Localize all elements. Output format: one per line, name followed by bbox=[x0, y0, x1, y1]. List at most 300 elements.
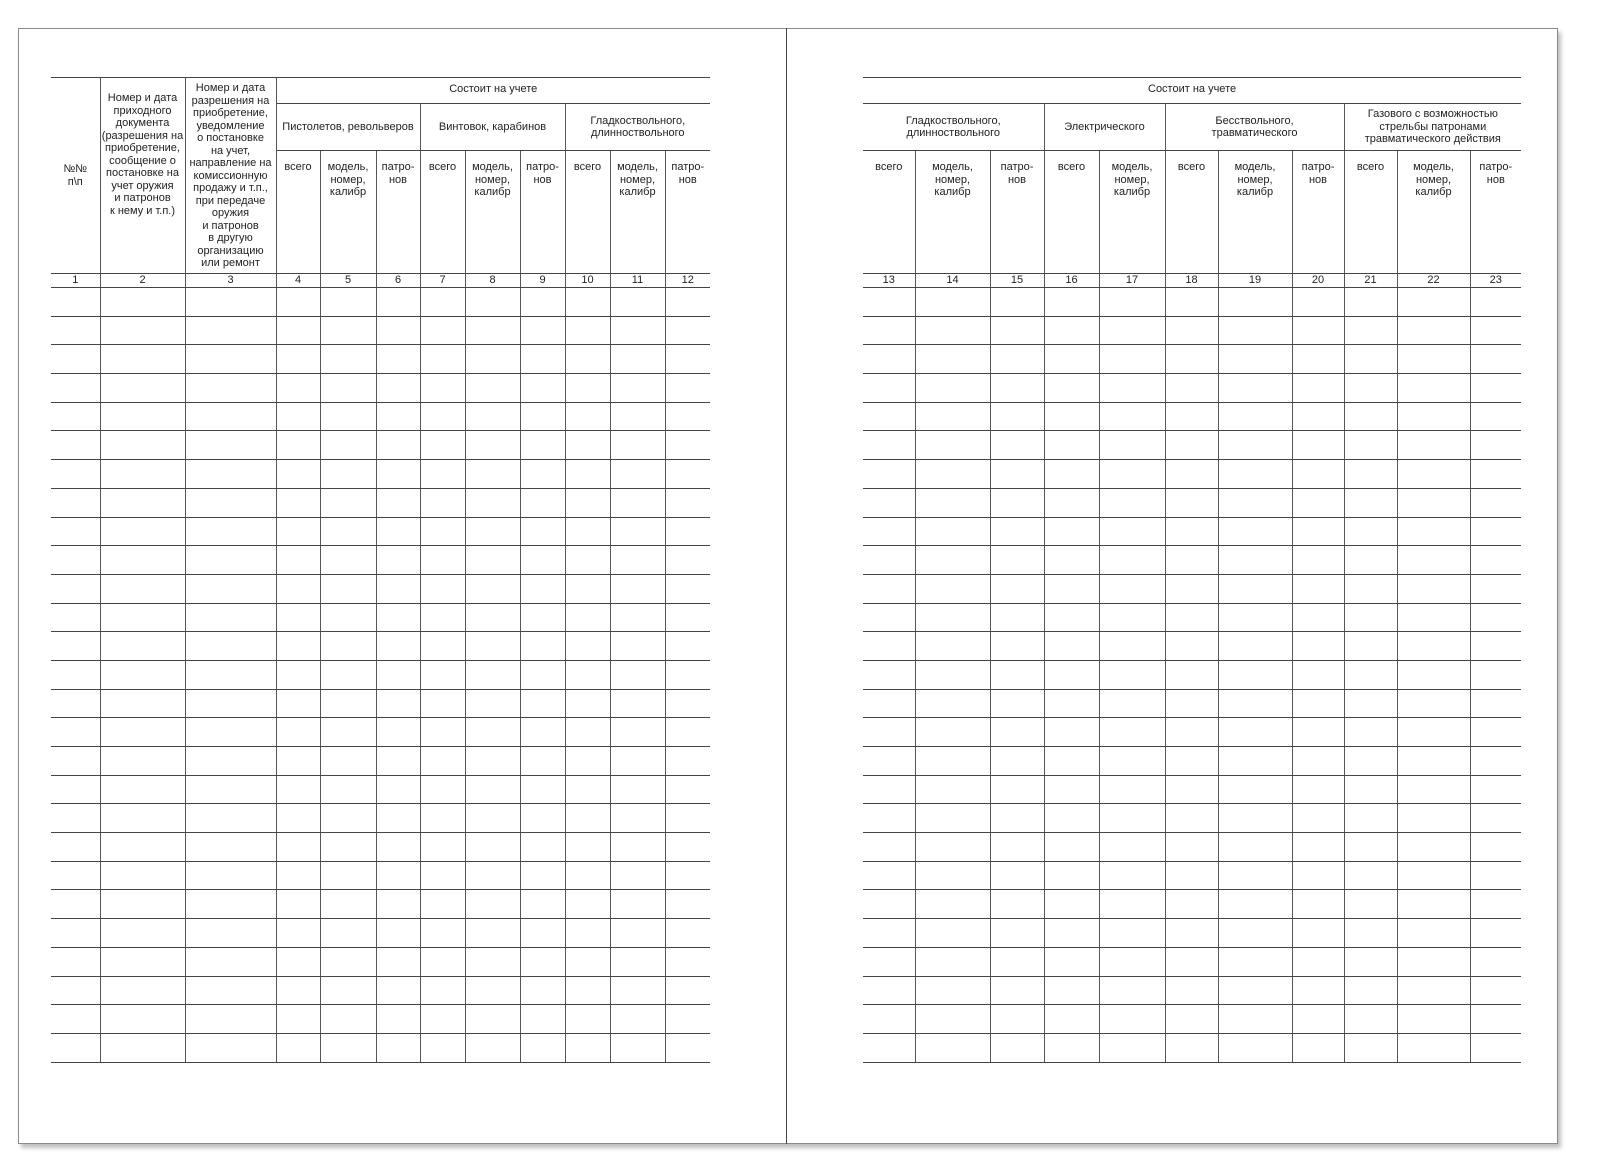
blank-entry-row bbox=[863, 632, 1521, 661]
blank-entry-cell bbox=[1165, 632, 1218, 661]
blank-entry-cell bbox=[863, 316, 915, 345]
blank-entry-cell bbox=[100, 288, 185, 317]
blank-entry-cell bbox=[565, 460, 610, 489]
blank-entry-cell bbox=[100, 1005, 185, 1034]
blank-entry-cell bbox=[276, 632, 320, 661]
blank-entry-cell bbox=[51, 976, 100, 1005]
blank-entry-cell bbox=[420, 517, 465, 546]
blank-entry-cell bbox=[185, 861, 276, 890]
blank-entry-cell bbox=[1165, 488, 1218, 517]
sub-header-cartridges: патро- нов bbox=[1292, 151, 1344, 274]
blank-entry-cell bbox=[610, 718, 665, 747]
blank-entry-cell bbox=[1099, 976, 1165, 1005]
blank-entry-cell bbox=[465, 603, 520, 632]
blank-entry-cell bbox=[1470, 316, 1521, 345]
sub-header-model: модель, номер, калибр bbox=[1218, 151, 1292, 274]
blank-entry-cell bbox=[610, 1005, 665, 1034]
blank-entry-cell bbox=[520, 947, 565, 976]
blank-entry-cell bbox=[185, 488, 276, 517]
blank-entry-cell bbox=[51, 833, 100, 862]
blank-entry-cell bbox=[465, 574, 520, 603]
blank-entry-cell bbox=[520, 574, 565, 603]
blank-entry-cell bbox=[520, 689, 565, 718]
blank-entry-cell bbox=[665, 1005, 710, 1034]
column-number: 6 bbox=[376, 274, 420, 288]
column-number: 19 bbox=[1218, 274, 1292, 288]
blank-entry-cell bbox=[320, 947, 376, 976]
column-number: 3 bbox=[185, 274, 276, 288]
blank-entry-cell bbox=[320, 460, 376, 489]
blank-entry-cell bbox=[610, 488, 665, 517]
sub-header-model: модель, номер, калибр bbox=[610, 151, 665, 274]
blank-entry-row bbox=[51, 660, 710, 689]
blank-entry-cell bbox=[863, 345, 915, 374]
blank-entry-row bbox=[863, 316, 1521, 345]
blank-entry-cell bbox=[1397, 546, 1470, 575]
column-number: 20 bbox=[1292, 274, 1344, 288]
blank-entry-cell bbox=[51, 660, 100, 689]
blank-entry-cell bbox=[1470, 1005, 1521, 1034]
blank-entry-cell bbox=[465, 1005, 520, 1034]
blank-entry-cell bbox=[665, 488, 710, 517]
blank-entry-cell bbox=[100, 804, 185, 833]
blank-entry-cell bbox=[1470, 660, 1521, 689]
blank-entry-cell bbox=[915, 1033, 990, 1062]
blank-entry-cell bbox=[100, 947, 185, 976]
blank-entry-row bbox=[863, 804, 1521, 833]
blank-entry-cell bbox=[420, 919, 465, 948]
group-header-barrelless: Бесствольного, травматического bbox=[1165, 104, 1344, 151]
blank-entry-cell bbox=[276, 431, 320, 460]
blank-entry-cell bbox=[990, 603, 1044, 632]
blank-entry-cell bbox=[320, 431, 376, 460]
blank-entry-cell bbox=[51, 316, 100, 345]
blank-entry-cell bbox=[276, 345, 320, 374]
blank-entry-cell bbox=[1344, 603, 1397, 632]
blank-entry-cell bbox=[1218, 804, 1292, 833]
blank-entry-cell bbox=[100, 374, 185, 403]
blank-entry-cell bbox=[610, 316, 665, 345]
blank-entry-row bbox=[863, 517, 1521, 546]
blank-entry-cell bbox=[915, 345, 990, 374]
blank-entry-cell bbox=[1165, 574, 1218, 603]
blank-entry-cell bbox=[185, 660, 276, 689]
left-page-blank-rows bbox=[51, 288, 710, 1063]
blank-entry-cell bbox=[915, 747, 990, 776]
blank-entry-cell bbox=[1292, 546, 1344, 575]
sub-header-total: всего bbox=[565, 151, 610, 274]
blank-entry-cell bbox=[665, 861, 710, 890]
blank-entry-cell bbox=[863, 747, 915, 776]
blank-entry-cell bbox=[185, 402, 276, 431]
blank-entry-cell bbox=[1099, 632, 1165, 661]
blank-entry-cell bbox=[376, 345, 420, 374]
sub-header-model: модель, номер, калибр bbox=[465, 151, 520, 274]
blank-entry-cell bbox=[1470, 517, 1521, 546]
blank-entry-cell bbox=[990, 374, 1044, 403]
blank-entry-cell bbox=[276, 603, 320, 632]
blank-entry-cell bbox=[863, 1005, 915, 1034]
blank-entry-cell bbox=[1099, 402, 1165, 431]
blank-entry-cell bbox=[1292, 976, 1344, 1005]
blank-entry-cell bbox=[565, 804, 610, 833]
blank-entry-cell bbox=[185, 689, 276, 718]
blank-entry-row bbox=[863, 574, 1521, 603]
blank-entry-cell bbox=[100, 632, 185, 661]
blank-entry-cell bbox=[665, 947, 710, 976]
blank-entry-cell bbox=[665, 345, 710, 374]
blank-entry-cell bbox=[1218, 632, 1292, 661]
blank-entry-cell bbox=[276, 775, 320, 804]
blank-entry-row bbox=[863, 747, 1521, 776]
blank-entry-cell bbox=[320, 861, 376, 890]
blank-entry-cell bbox=[665, 632, 710, 661]
blank-entry-cell bbox=[1397, 890, 1470, 919]
blank-entry-cell bbox=[1165, 775, 1218, 804]
blank-entry-cell bbox=[863, 374, 915, 403]
blank-entry-cell bbox=[1397, 603, 1470, 632]
column-number: 4 bbox=[276, 274, 320, 288]
blank-entry-cell bbox=[1044, 1033, 1099, 1062]
sub-header-total: всего bbox=[420, 151, 465, 274]
blank-entry-cell bbox=[520, 517, 565, 546]
blank-entry-cell bbox=[100, 603, 185, 632]
blank-entry-cell bbox=[1218, 460, 1292, 489]
blank-entry-row bbox=[863, 1005, 1521, 1034]
blank-entry-cell bbox=[520, 775, 565, 804]
blank-entry-cell bbox=[1099, 574, 1165, 603]
blank-entry-cell bbox=[665, 316, 710, 345]
blank-entry-cell bbox=[915, 431, 990, 460]
blank-entry-cell bbox=[276, 517, 320, 546]
blank-entry-cell bbox=[1344, 775, 1397, 804]
blank-entry-cell bbox=[565, 488, 610, 517]
blank-entry-cell bbox=[1470, 775, 1521, 804]
blank-entry-cell bbox=[565, 947, 610, 976]
blank-entry-cell bbox=[276, 1033, 320, 1062]
blank-entry-cell bbox=[51, 947, 100, 976]
blank-entry-row bbox=[863, 374, 1521, 403]
blank-entry-cell bbox=[990, 660, 1044, 689]
blank-entry-cell bbox=[565, 574, 610, 603]
blank-entry-cell bbox=[1218, 947, 1292, 976]
blank-entry-cell bbox=[1099, 1005, 1165, 1034]
blank-entry-cell bbox=[665, 374, 710, 403]
blank-entry-cell bbox=[276, 861, 320, 890]
blank-entry-cell bbox=[376, 488, 420, 517]
blank-entry-cell bbox=[1344, 689, 1397, 718]
blank-entry-cell bbox=[1470, 919, 1521, 948]
sub-header-cartridges: патро- нов bbox=[990, 151, 1044, 274]
blank-entry-cell bbox=[1470, 546, 1521, 575]
blank-entry-cell bbox=[990, 976, 1044, 1005]
blank-entry-cell bbox=[1165, 603, 1218, 632]
column-number: 11 bbox=[610, 274, 665, 288]
blank-entry-cell bbox=[1397, 431, 1470, 460]
blank-entry-cell bbox=[1344, 431, 1397, 460]
sub-header-model: модель, номер, калибр bbox=[1397, 151, 1470, 274]
blank-entry-cell bbox=[1044, 603, 1099, 632]
blank-entry-cell bbox=[1292, 345, 1344, 374]
blank-entry-cell bbox=[1292, 517, 1344, 546]
blank-entry-cell bbox=[915, 574, 990, 603]
blank-entry-cell bbox=[863, 460, 915, 489]
blank-entry-cell bbox=[1292, 374, 1344, 403]
blank-entry-cell bbox=[665, 603, 710, 632]
blank-entry-cell bbox=[565, 747, 610, 776]
column-number: 14 bbox=[915, 274, 990, 288]
blank-entry-cell bbox=[420, 316, 465, 345]
blank-entry-cell bbox=[1470, 718, 1521, 747]
blank-entry-cell bbox=[376, 718, 420, 747]
blank-entry-cell bbox=[520, 546, 565, 575]
blank-entry-cell bbox=[1044, 431, 1099, 460]
blank-entry-cell bbox=[520, 747, 565, 776]
blank-entry-cell bbox=[1044, 833, 1099, 862]
blank-entry-cell bbox=[1344, 1033, 1397, 1062]
blank-entry-cell bbox=[51, 288, 100, 317]
blank-entry-cell bbox=[665, 718, 710, 747]
blank-entry-cell bbox=[1292, 689, 1344, 718]
blank-entry-cell bbox=[376, 890, 420, 919]
blank-entry-cell bbox=[276, 402, 320, 431]
blank-entry-cell bbox=[1344, 546, 1397, 575]
blank-entry-cell bbox=[1292, 460, 1344, 489]
blank-entry-row bbox=[51, 947, 710, 976]
blank-entry-cell bbox=[520, 603, 565, 632]
blank-entry-cell bbox=[1292, 890, 1344, 919]
blank-entry-cell bbox=[1044, 976, 1099, 1005]
blank-entry-cell bbox=[465, 374, 520, 403]
blank-entry-cell bbox=[185, 603, 276, 632]
blank-entry-cell bbox=[990, 689, 1044, 718]
blank-entry-row bbox=[51, 775, 710, 804]
blank-entry-cell bbox=[276, 660, 320, 689]
blank-entry-cell bbox=[915, 660, 990, 689]
blank-entry-cell bbox=[100, 890, 185, 919]
blank-entry-cell bbox=[520, 374, 565, 403]
blank-entry-cell bbox=[610, 402, 665, 431]
blank-entry-cell bbox=[665, 402, 710, 431]
blank-entry-cell bbox=[185, 460, 276, 489]
blank-entry-cell bbox=[1165, 1033, 1218, 1062]
column-number: 7 bbox=[420, 274, 465, 288]
blank-entry-cell bbox=[185, 804, 276, 833]
blank-entry-cell bbox=[1099, 1033, 1165, 1062]
blank-entry-cell bbox=[376, 775, 420, 804]
blank-entry-cell bbox=[565, 632, 610, 661]
blank-entry-cell bbox=[420, 402, 465, 431]
group-header-registered: Состоит на учете bbox=[276, 78, 710, 104]
blank-entry-cell bbox=[376, 632, 420, 661]
blank-entry-row bbox=[863, 890, 1521, 919]
blank-entry-cell bbox=[51, 546, 100, 575]
blank-entry-cell bbox=[1044, 288, 1099, 317]
blank-entry-cell bbox=[376, 374, 420, 403]
blank-entry-cell bbox=[465, 1033, 520, 1062]
blank-entry-cell bbox=[100, 546, 185, 575]
blank-entry-cell bbox=[990, 574, 1044, 603]
blank-entry-cell bbox=[1165, 861, 1218, 890]
blank-entry-cell bbox=[51, 574, 100, 603]
blank-entry-cell bbox=[465, 775, 520, 804]
blank-entry-cell bbox=[1165, 660, 1218, 689]
blank-entry-cell bbox=[420, 488, 465, 517]
blank-entry-cell bbox=[1344, 861, 1397, 890]
blank-entry-cell bbox=[565, 603, 610, 632]
column-header-number: №№ п\п bbox=[51, 78, 100, 274]
blank-entry-cell bbox=[100, 316, 185, 345]
blank-entry-cell bbox=[420, 947, 465, 976]
blank-entry-row bbox=[863, 689, 1521, 718]
blank-entry-cell bbox=[100, 660, 185, 689]
blank-entry-cell bbox=[51, 890, 100, 919]
blank-entry-cell bbox=[1470, 603, 1521, 632]
blank-entry-cell bbox=[1344, 947, 1397, 976]
blank-entry-cell bbox=[990, 1005, 1044, 1034]
blank-entry-cell bbox=[915, 775, 990, 804]
blank-entry-cell bbox=[1292, 1033, 1344, 1062]
blank-entry-cell bbox=[185, 1005, 276, 1034]
blank-entry-row bbox=[51, 345, 710, 374]
blank-entry-cell bbox=[1344, 460, 1397, 489]
blank-entry-cell bbox=[465, 632, 520, 661]
blank-entry-cell bbox=[1099, 747, 1165, 776]
blank-entry-cell bbox=[863, 890, 915, 919]
blank-entry-cell bbox=[420, 603, 465, 632]
blank-entry-cell bbox=[863, 632, 915, 661]
blank-entry-cell bbox=[1397, 574, 1470, 603]
blank-entry-cell bbox=[1292, 288, 1344, 317]
blank-entry-cell bbox=[420, 632, 465, 661]
blank-entry-cell bbox=[1344, 890, 1397, 919]
blank-entry-cell bbox=[1292, 603, 1344, 632]
blank-entry-cell bbox=[915, 861, 990, 890]
blank-entry-cell bbox=[1099, 919, 1165, 948]
blank-entry-cell bbox=[565, 431, 610, 460]
blank-entry-cell bbox=[185, 890, 276, 919]
blank-entry-cell bbox=[1344, 1005, 1397, 1034]
blank-entry-cell bbox=[100, 718, 185, 747]
blank-entry-row bbox=[863, 488, 1521, 517]
blank-entry-cell bbox=[320, 833, 376, 862]
blank-entry-cell bbox=[915, 718, 990, 747]
sub-header-total: всего bbox=[863, 151, 915, 274]
blank-entry-cell bbox=[1344, 402, 1397, 431]
blank-entry-cell bbox=[1218, 431, 1292, 460]
blank-entry-cell bbox=[276, 574, 320, 603]
group-header-smoothbore: Гладкоствольного, длинноствольного bbox=[565, 104, 710, 151]
blank-entry-cell bbox=[1397, 976, 1470, 1005]
blank-entry-cell bbox=[376, 947, 420, 976]
column-number: 16 bbox=[1044, 274, 1099, 288]
blank-entry-cell bbox=[1344, 660, 1397, 689]
blank-entry-cell bbox=[51, 861, 100, 890]
blank-entry-cell bbox=[51, 689, 100, 718]
blank-entry-cell bbox=[100, 431, 185, 460]
blank-entry-row bbox=[51, 833, 710, 862]
blank-entry-cell bbox=[1470, 976, 1521, 1005]
blank-entry-cell bbox=[565, 345, 610, 374]
blank-entry-cell bbox=[1165, 919, 1218, 948]
blank-entry-cell bbox=[863, 288, 915, 317]
blank-entry-cell bbox=[320, 402, 376, 431]
blank-entry-cell bbox=[1044, 804, 1099, 833]
blank-entry-row bbox=[51, 460, 710, 489]
blank-entry-row bbox=[51, 1005, 710, 1034]
column-number: 17 bbox=[1099, 274, 1165, 288]
blank-entry-row bbox=[51, 919, 710, 948]
blank-entry-cell bbox=[276, 747, 320, 776]
blank-entry-cell bbox=[465, 833, 520, 862]
blank-entry-cell bbox=[376, 804, 420, 833]
blank-entry-cell bbox=[1099, 345, 1165, 374]
blank-entry-cell bbox=[1397, 345, 1470, 374]
sub-header-total: всего bbox=[276, 151, 320, 274]
blank-entry-cell bbox=[276, 947, 320, 976]
blank-entry-cell bbox=[565, 689, 610, 718]
blank-entry-cell bbox=[1397, 747, 1470, 776]
blank-entry-cell bbox=[1344, 345, 1397, 374]
blank-entry-cell bbox=[1218, 718, 1292, 747]
group-header-smoothbore: Гладкоствольного, длинноствольного bbox=[863, 104, 1044, 151]
blank-entry-cell bbox=[420, 1033, 465, 1062]
blank-entry-cell bbox=[465, 861, 520, 890]
blank-entry-cell bbox=[320, 747, 376, 776]
blank-entry-cell bbox=[610, 804, 665, 833]
blank-entry-cell bbox=[565, 775, 610, 804]
blank-entry-row bbox=[51, 574, 710, 603]
blank-entry-cell bbox=[1470, 1033, 1521, 1062]
blank-entry-cell bbox=[915, 460, 990, 489]
blank-entry-cell bbox=[565, 1033, 610, 1062]
blank-entry-cell bbox=[520, 345, 565, 374]
group-header-gas: Газового с возможностью стрельбы патронами травматического действия bbox=[1344, 104, 1521, 151]
blank-entry-cell bbox=[420, 660, 465, 689]
blank-entry-cell bbox=[990, 747, 1044, 776]
blank-entry-cell bbox=[863, 861, 915, 890]
blank-entry-cell bbox=[100, 861, 185, 890]
blank-entry-cell bbox=[915, 488, 990, 517]
blank-entry-cell bbox=[520, 833, 565, 862]
blank-entry-row bbox=[863, 1033, 1521, 1062]
column-number: 23 bbox=[1470, 274, 1521, 288]
blank-entry-cell bbox=[100, 833, 185, 862]
blank-entry-cell bbox=[990, 861, 1044, 890]
blank-entry-cell bbox=[1218, 374, 1292, 403]
blank-entry-cell bbox=[1218, 574, 1292, 603]
blank-entry-cell bbox=[1470, 288, 1521, 317]
blank-entry-cell bbox=[1044, 947, 1099, 976]
blank-entry-cell bbox=[610, 976, 665, 1005]
blank-entry-cell bbox=[1044, 861, 1099, 890]
blank-entry-cell bbox=[1099, 718, 1165, 747]
blank-entry-cell bbox=[376, 316, 420, 345]
blank-entry-cell bbox=[376, 402, 420, 431]
right-page-table bbox=[863, 77, 1521, 1063]
blank-entry-cell bbox=[915, 374, 990, 403]
blank-entry-cell bbox=[520, 402, 565, 431]
blank-entry-cell bbox=[1397, 316, 1470, 345]
blank-entry-cell bbox=[51, 431, 100, 460]
blank-entry-cell bbox=[51, 603, 100, 632]
blank-entry-cell bbox=[1344, 574, 1397, 603]
blank-entry-cell bbox=[185, 574, 276, 603]
blank-entry-cell bbox=[863, 1033, 915, 1062]
blank-entry-cell bbox=[1292, 660, 1344, 689]
blank-entry-cell bbox=[1292, 632, 1344, 661]
column-number: 18 bbox=[1165, 274, 1218, 288]
